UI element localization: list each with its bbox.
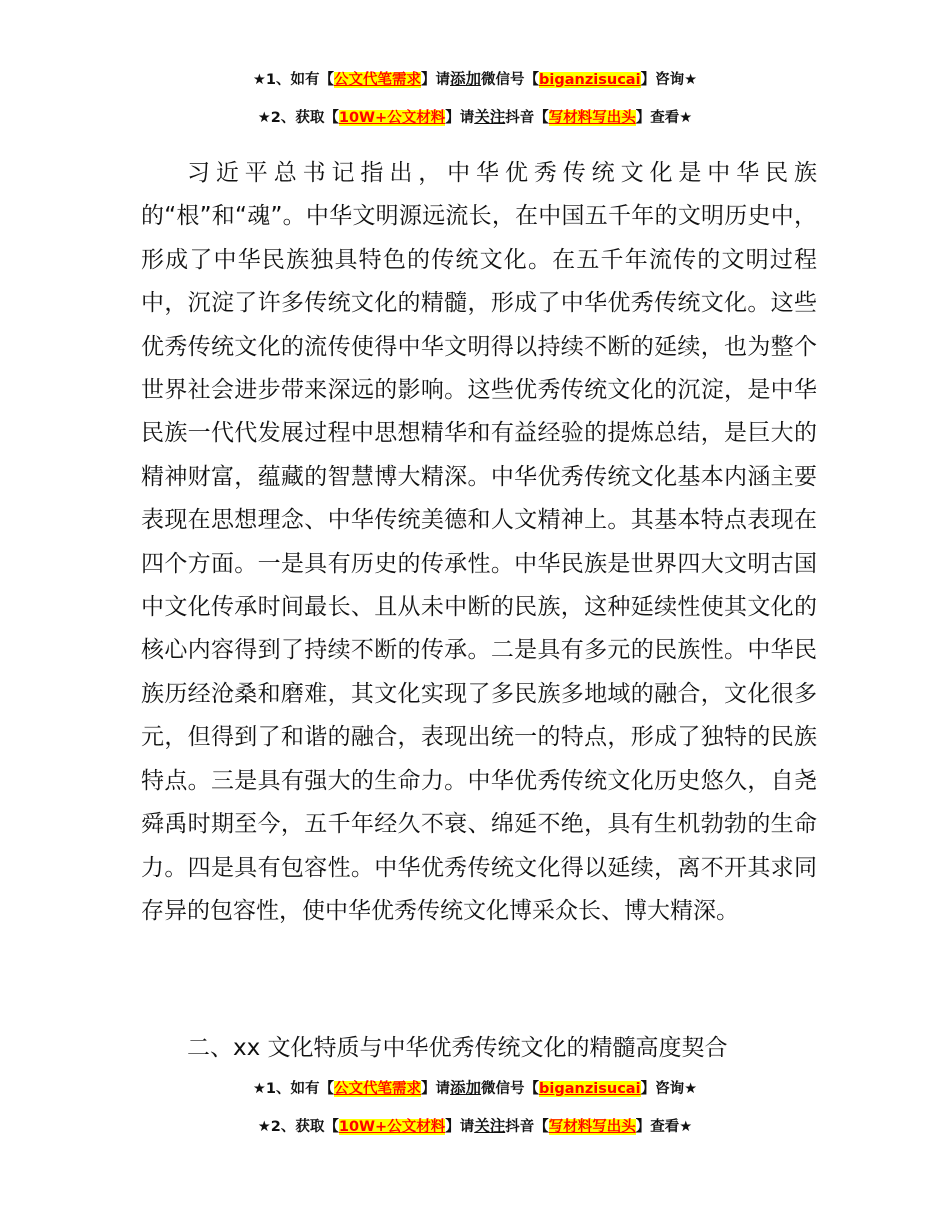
banner-suffix: 】咨询★ — [640, 72, 698, 88]
banner-highlight-wechat-id: biganzisucai — [539, 72, 641, 88]
promo-banner-bottom-2 — [0, 1116, 950, 1137]
banner-suffix: 】查看★ — [635, 110, 693, 126]
banner-text: 】请 — [421, 72, 450, 88]
banner-prefix: ★1、如有【 — [252, 72, 334, 88]
banner-text: 抖音【 — [505, 110, 549, 126]
body-paragraph: 习近平总书记指出，中华优秀传统文化是中华民族的“根”和“魂”。中华文明源远流长，在中国五千年的文明历史中，形成了中华民族独具特色的传统文化。在五千年流传的文明过程中，沉淀了许多传统文化的精髓，形成了中华优秀传统文化。这些优秀传统文化的流传使得中华文明得以持续不断的延续，也为整个世界社会进步带来深远的影响。这些优秀传统文化的沉淀，是中华民族一代代发展过程中思想精华和有益经验的提炼总结，是巨大的精神财富，蕴藏的智慧博大精深。中华优秀传统文化基本内涵主要表现在思想理念、中华传统美德和人文精神上。其基本特点表现在四个方面。一是具有历史的传承性。中华民族是世界四大文明古国中文化传承时间最长、且从未中断的民族，这种延续性使其文化的核心内容得到了持续不断的传承。二是具有多元的民族性。中华民族历经沧桑和磨难，其文化实现了多民族多地域的融合，文化很多元，但得到了和谐的融合，表现出统一的特点，形成了独特的民族特点。三是具有强大的生命力。中华优秀传统文化历史悠久，自尧舜禹时期至今，五千年经久不衰、绵延不绝，具有生机勃勃的生命力。四是具有包容性。中华优秀传统文化得以延续，离不开其求同存异的包容性，使中华优秀传统文化博采众长、博大精深。 — [141, 160, 817, 924]
banner-text: 抖音【 — [505, 1119, 549, 1135]
section-heading: 二、xx 文化特质与中华优秀传统文化的精髓高度契合 — [187, 1035, 728, 1061]
banner-underlined-text: 添加 — [450, 70, 482, 88]
banner-text: 微信号【 — [481, 72, 540, 88]
promo-banner-top-1 — [0, 69, 950, 90]
banner-suffix: 】查看★ — [635, 1119, 693, 1135]
banner-highlight-service: 公文代笔需求 — [334, 72, 421, 88]
banner-highlight-materials: 10W+公文材料 — [338, 110, 446, 126]
banner-highlight-materials: 10W+公文材料 — [338, 1119, 446, 1135]
banner-underlined-text: 关注 — [474, 1117, 506, 1135]
banner-text: 微信号【 — [481, 1081, 540, 1097]
banner-prefix: ★2、获取【 — [257, 110, 339, 126]
promo-banner-bottom-1 — [0, 1078, 950, 1099]
banner-text: 】请 — [445, 110, 475, 126]
banner-prefix: ★2、获取【 — [257, 1119, 339, 1135]
banner-suffix: 】咨询★ — [640, 1081, 698, 1097]
banner-highlight-douyin-id: 写材料写出头 — [548, 110, 636, 126]
banner-highlight-douyin-id: 写材料写出头 — [548, 1119, 636, 1135]
banner-text: 】请 — [421, 1081, 450, 1097]
banner-highlight-wechat-id: biganzisucai — [539, 1081, 641, 1097]
promo-banner-top-2 — [0, 107, 950, 128]
banner-text: 】请 — [445, 1119, 475, 1135]
banner-prefix: ★1、如有【 — [252, 1081, 334, 1097]
banner-underlined-text: 添加 — [450, 1079, 482, 1097]
banner-highlight-service: 公文代笔需求 — [334, 1081, 421, 1097]
banner-underlined-text: 关注 — [474, 108, 506, 126]
